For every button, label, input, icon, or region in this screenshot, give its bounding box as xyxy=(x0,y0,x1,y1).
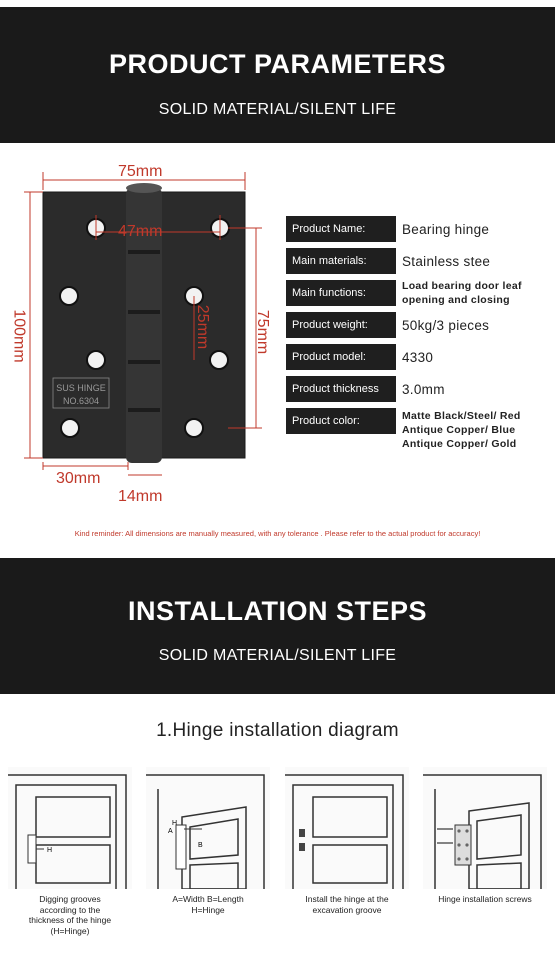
param-value: 3.0mm xyxy=(402,381,445,397)
param-label: Product model: xyxy=(286,344,396,370)
param-row-materials xyxy=(286,248,490,274)
step-label: H xyxy=(47,847,53,854)
param-label: Main functions: xyxy=(286,280,396,306)
param-value: Matte Black/Steel/ Red Antique Copper/ Blue Antique Copper/ Gold xyxy=(402,410,521,450)
param-value: 50kg/3 pieces xyxy=(402,317,490,333)
param-row-weight xyxy=(286,312,489,338)
step-illustration-4 xyxy=(423,767,547,889)
param-value: Bearing hinge xyxy=(402,221,490,237)
step-label: A xyxy=(168,828,173,835)
param-row-thickness xyxy=(286,376,445,402)
dim-top-width: 75mm xyxy=(118,163,163,180)
param-label: Product weight: xyxy=(286,312,396,338)
step-label: B xyxy=(198,842,203,849)
engraving-line2: NO.6304 xyxy=(62,396,100,406)
param-value: 4330 xyxy=(402,349,434,365)
kind-reminder: Kind reminder: All dimensions are manually measured, with any tolerance . Please refer to the actual product for accuracy! xyxy=(74,529,481,538)
section-title: INSTALLATION STEPS xyxy=(128,596,427,626)
param-label: Product Name: xyxy=(286,216,396,242)
param-label: Product color: xyxy=(286,408,396,434)
param-row-functions xyxy=(286,280,542,306)
header-band-parameters xyxy=(0,7,555,143)
dim-height-right: 75mm xyxy=(254,309,272,355)
section-subtitle: SOLID MATERIAL/SILENT LIFE xyxy=(158,101,397,118)
param-label: Main materials: xyxy=(286,248,396,274)
step-caption-4: Hinge installation screws xyxy=(438,894,532,904)
param-label: Product thickness xyxy=(286,376,396,402)
step-illustration-2 xyxy=(146,767,270,889)
hinge-illustration xyxy=(0,150,285,520)
engraving-line1: SUS HINGE xyxy=(56,383,106,393)
param-row-model xyxy=(286,344,433,370)
dim-knuckle-width: 14mm xyxy=(118,488,163,505)
step-caption-2: A=Width B=Length H=Hinge xyxy=(172,894,244,915)
param-row-color xyxy=(286,408,537,450)
step-illustration-3 xyxy=(285,767,409,889)
section-subtitle: SOLID MATERIAL/SILENT LIFE xyxy=(158,647,397,664)
step-caption-1: Digging grooves according to the thickness of the hinge (H=Hinge) xyxy=(28,894,112,936)
diagram-title: 1.Hinge installation diagram xyxy=(156,720,399,741)
param-value: Load bearing door leaf opening and closing xyxy=(402,280,522,306)
dim-bottom-width: 30mm xyxy=(56,470,101,487)
header-band-installation xyxy=(0,558,555,694)
step-label: H xyxy=(172,820,178,827)
section-title: PRODUCT PARAMETERS xyxy=(108,49,446,79)
dim-height-left: 100mm xyxy=(10,309,28,363)
param-value: Stainless stee xyxy=(402,253,491,269)
dim-hole-spacing-horizontal: 47mm xyxy=(118,223,163,240)
step-caption-3: Install the hinge at the excavation groove xyxy=(305,894,389,915)
step-illustration-1 xyxy=(8,767,132,889)
dim-hole-spacing-vertical: 25mm xyxy=(194,304,212,350)
param-row-name xyxy=(286,216,489,242)
